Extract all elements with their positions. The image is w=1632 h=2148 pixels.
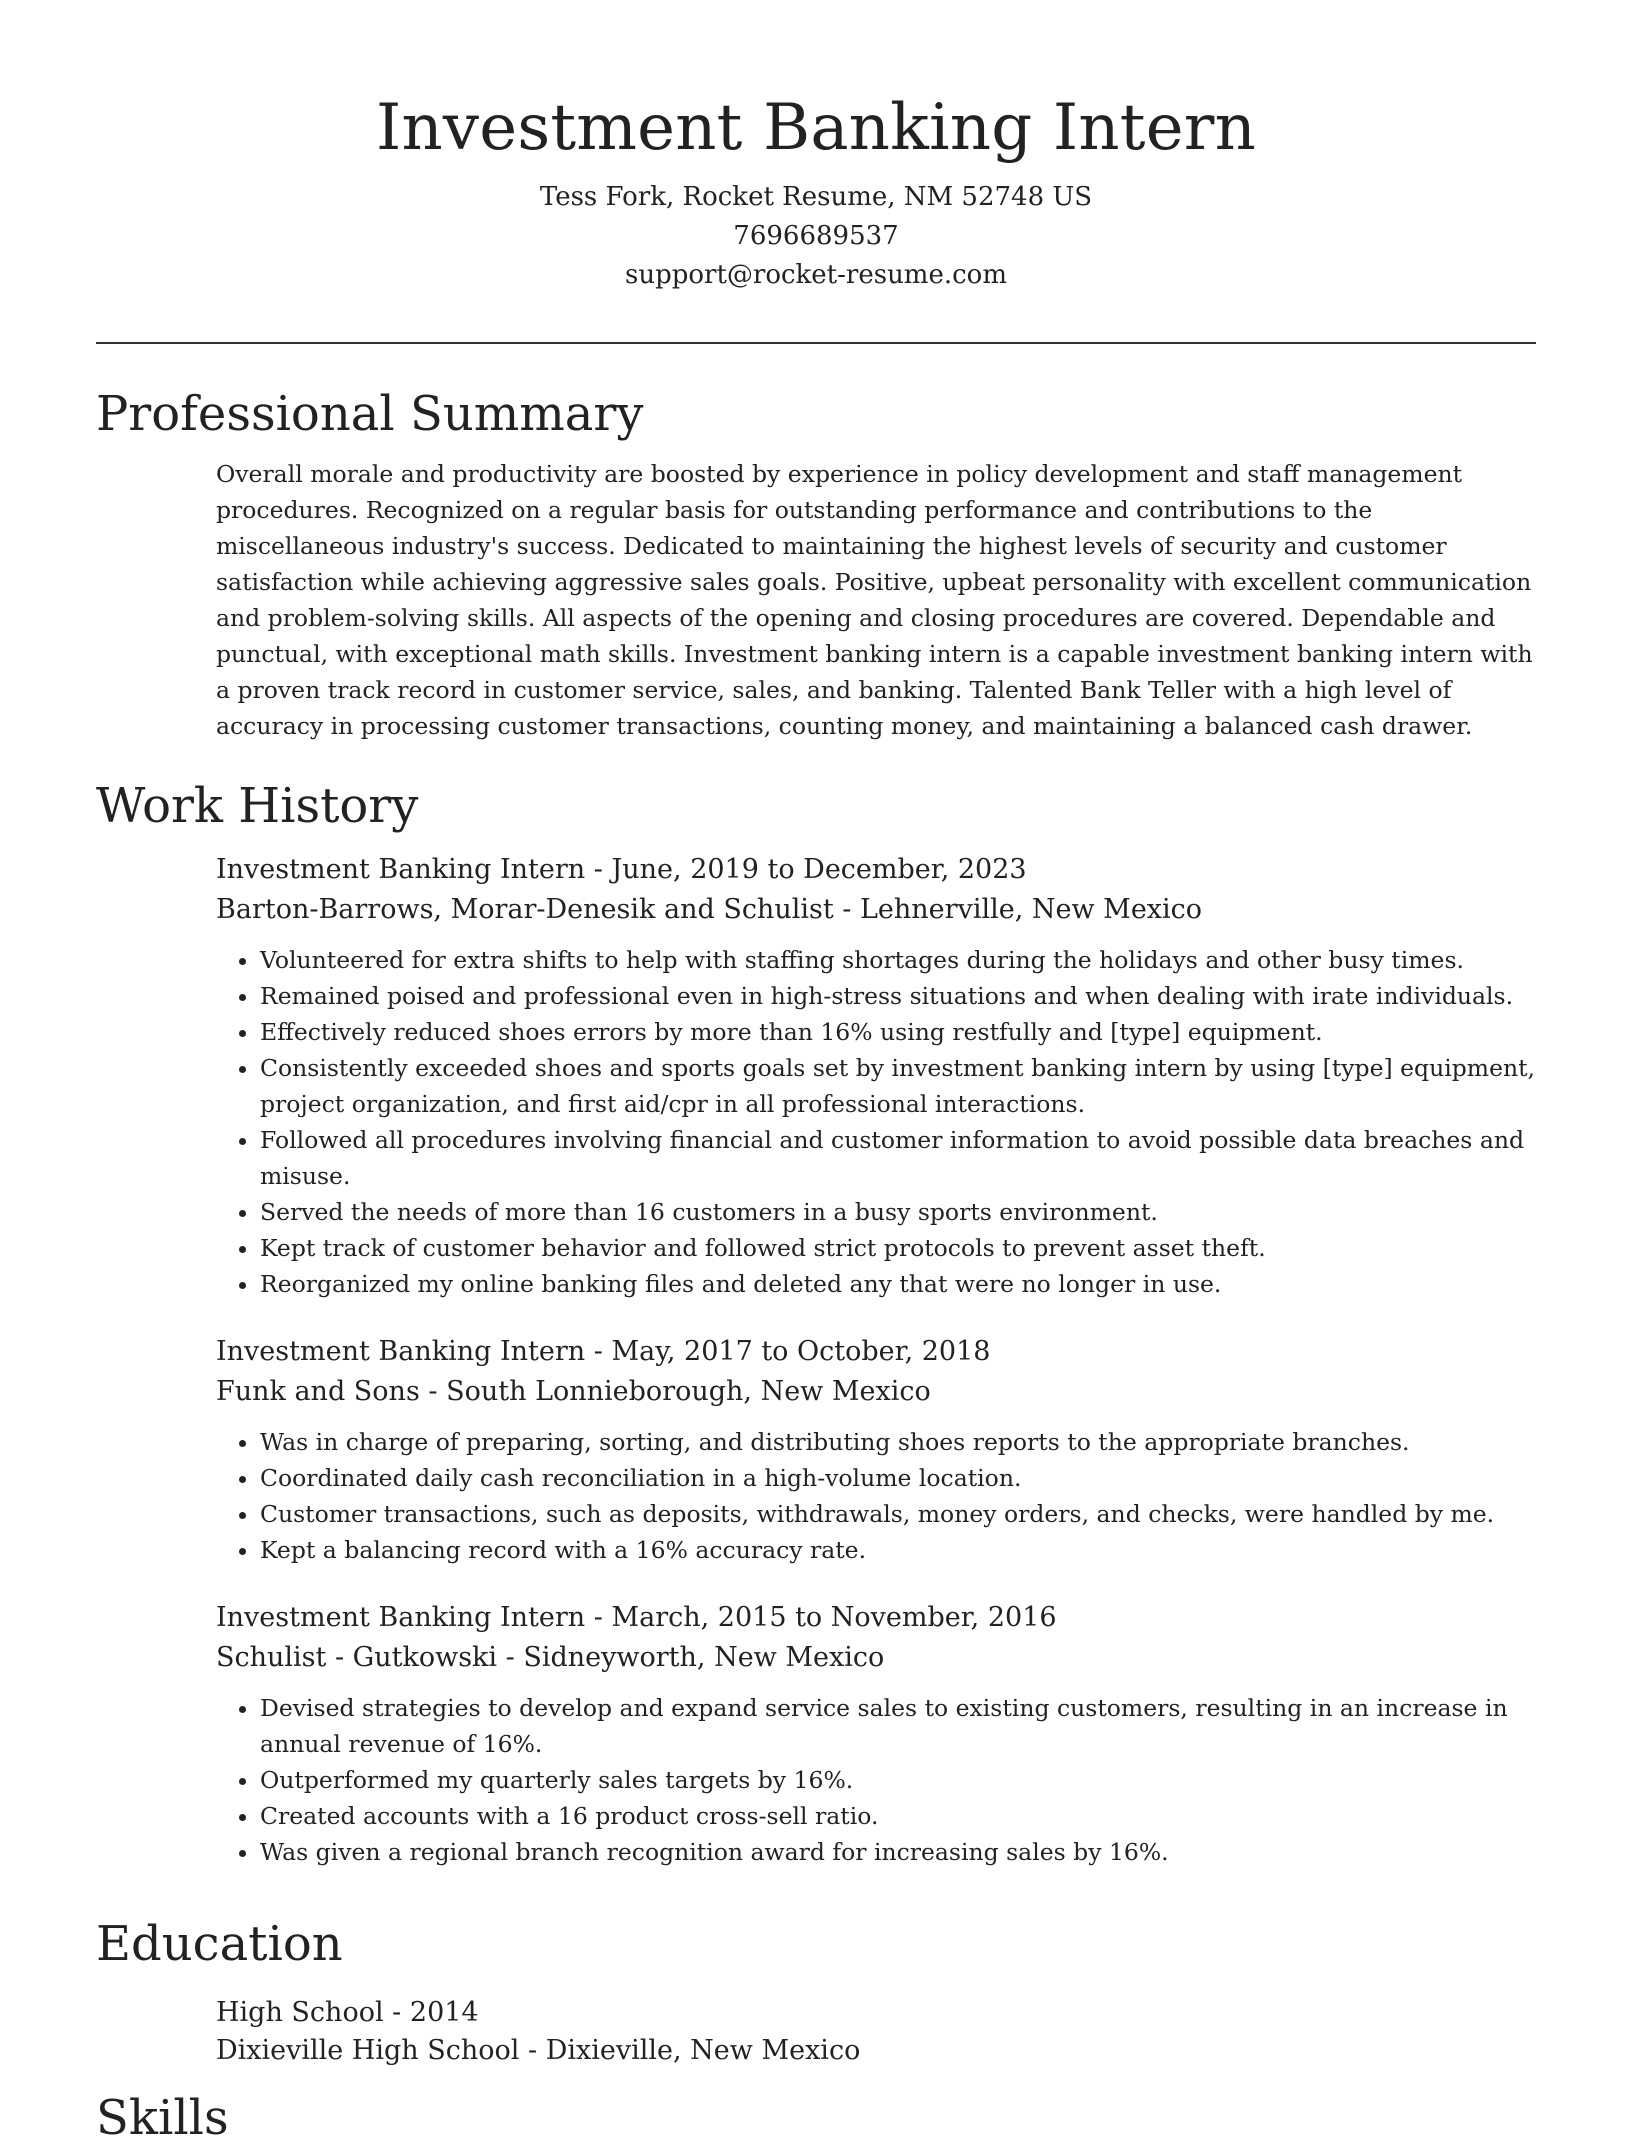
job-title-line — [216, 1598, 1536, 1638]
list-item: • Remained poised and professional even in high-stress situations and when dealing with irate individuals. — [260, 978, 1536, 1014]
job-dates: June, 2019 to December, 2023 — [611, 854, 1027, 885]
separator: - — [585, 1336, 612, 1367]
contact-email: support@rocket-resume.com — [624, 260, 1007, 290]
job-entry — [216, 850, 1536, 1302]
job-company-line — [216, 890, 1536, 930]
list-item: • Consistently exceeded shoes and sports goals set by investment banking intern by using [type] equipment, project organization, and first aid/cpr in all professional interactions. — [260, 1050, 1536, 1122]
separator: - — [519, 2035, 546, 2066]
separator: - — [497, 1642, 524, 1673]
separator: - — [833, 894, 860, 925]
list-item: • Devised strategies to develop and expand service sales to existing customers, resulting in an increase in annual revenue of 16%. — [260, 1690, 1536, 1762]
education-degree-line — [216, 1994, 1536, 2032]
separator: - — [585, 1602, 612, 1633]
education-year: 2014 — [409, 1997, 479, 2028]
job-company: Schulist - Gutkowski — [216, 1642, 498, 1673]
summary-section — [96, 384, 1536, 744]
separator: - — [419, 1376, 447, 1407]
header-divider — [96, 342, 1536, 344]
job-dates: March, 2015 to November, 2016 — [611, 1602, 1057, 1633]
job-company: Barton-Barrows, Morar-Denesik and Schulist — [216, 894, 834, 925]
skills-section — [96, 2088, 1536, 2148]
job-title: Investment Banking Intern — [216, 854, 586, 885]
list-item: • Coordinated daily cash reconciliation in a high-volume location. — [260, 1460, 1536, 1496]
separator: - — [383, 1997, 410, 2028]
skills-heading: Skills — [96, 2090, 229, 2146]
list-item: • Customer transactions, such as deposits, withdrawals, money orders, and checks, were handled by me. — [260, 1496, 1536, 1532]
contact-block — [0, 178, 1632, 295]
job-title: Investment Banking Intern — [216, 1602, 586, 1633]
job-location: Sidneyworth, New Mexico — [523, 1642, 885, 1673]
list-item: • Was given a regional branch recognition award for increasing sales by 16%. — [260, 1834, 1536, 1870]
list-item: • Served the needs of more than 16 customers in a busy sports environment. — [260, 1194, 1536, 1230]
list-item: • Volunteered for extra shifts to help with staffing shortages during the holidays and other busy times. — [260, 942, 1536, 978]
list-item: • Kept a balancing record with a 16% accuracy rate. — [260, 1532, 1536, 1568]
page-title: Investment Banking Intern — [375, 91, 1257, 165]
list-item: • Followed all procedures involving financial and customer information to avoid possible data breaches and misuse. — [260, 1122, 1536, 1194]
job-company-line — [216, 1372, 1536, 1412]
list-item: • Was in charge of preparing, sorting, and distributing shoes reports to the appropriate branches. — [260, 1424, 1536, 1460]
education-school: Dixieville High School — [216, 2035, 520, 2066]
contact-address: Tess Fork, Rocket Resume, NM 52748 US — [539, 182, 1093, 212]
contact-phone: 7696689537 — [733, 221, 899, 251]
education-section — [96, 1914, 1536, 2070]
education-degree: High School — [216, 1997, 384, 2028]
summary-text: Overall morale and productivity are boosted by experience in policy development and staff management procedures. Recognized on a regular basis for outstanding performance and contributions to the miscellaneous industry's success. Dedicated to maintaining the highest levels of security and customer satisfaction while achieving aggressive sales goals. Positive, upbeat personality with excellent communication and problem-solving skills. All aspects of the opening and closing procedures are covered. Dependable and punctual, with exceptional math skills. Investment banking intern is a capable investment banking intern with a proven track record in customer service, sales, and banking. Talented Bank Teller with a high level of accuracy in processing customer transactions, counting money, and maintaining a balanced cash drawer. — [216, 460, 1533, 740]
list-item: • Created accounts with a 16 product cross-sell ratio. — [260, 1798, 1536, 1834]
list-item: • Outperformed my quarterly sales targets by 16%. — [260, 1762, 1536, 1798]
job-entry — [216, 1332, 1536, 1568]
job-location: South Lonnieborough, New Mexico — [446, 1376, 931, 1407]
work-history-section — [96, 776, 1536, 1870]
job-entry — [216, 1598, 1536, 1870]
list-item: • Effectively reduced shoes errors by more than 16% using restfully and [type] equipment. — [260, 1014, 1536, 1050]
separator: - — [585, 854, 612, 885]
education-heading: Education — [96, 1916, 343, 1972]
job-bullets — [216, 1424, 1536, 1568]
job-company: Funk and Sons — [216, 1376, 420, 1407]
work-history-heading: Work History — [96, 778, 419, 834]
job-dates: May, 2017 to October, 2018 — [611, 1336, 991, 1367]
job-location: Lehnerville, New Mexico — [860, 894, 1203, 925]
job-company-line — [216, 1638, 1536, 1678]
education-entry — [216, 1994, 1536, 2070]
job-bullets — [216, 942, 1536, 1302]
job-title-line — [216, 1332, 1536, 1372]
job-title: Investment Banking Intern — [216, 1336, 586, 1367]
education-school-line — [216, 2032, 1536, 2070]
list-item: • Kept track of customer behavior and followed strict protocols to prevent asset theft. — [260, 1230, 1536, 1266]
job-bullets — [216, 1690, 1536, 1870]
job-title-line — [216, 850, 1536, 890]
resume-header — [0, 0, 1632, 295]
summary-heading: Professional Summary — [96, 386, 644, 442]
list-item: • Reorganized my online banking files and deleted any that were no longer in use. — [260, 1266, 1536, 1302]
education-location: Dixieville, New Mexico — [545, 2035, 861, 2066]
